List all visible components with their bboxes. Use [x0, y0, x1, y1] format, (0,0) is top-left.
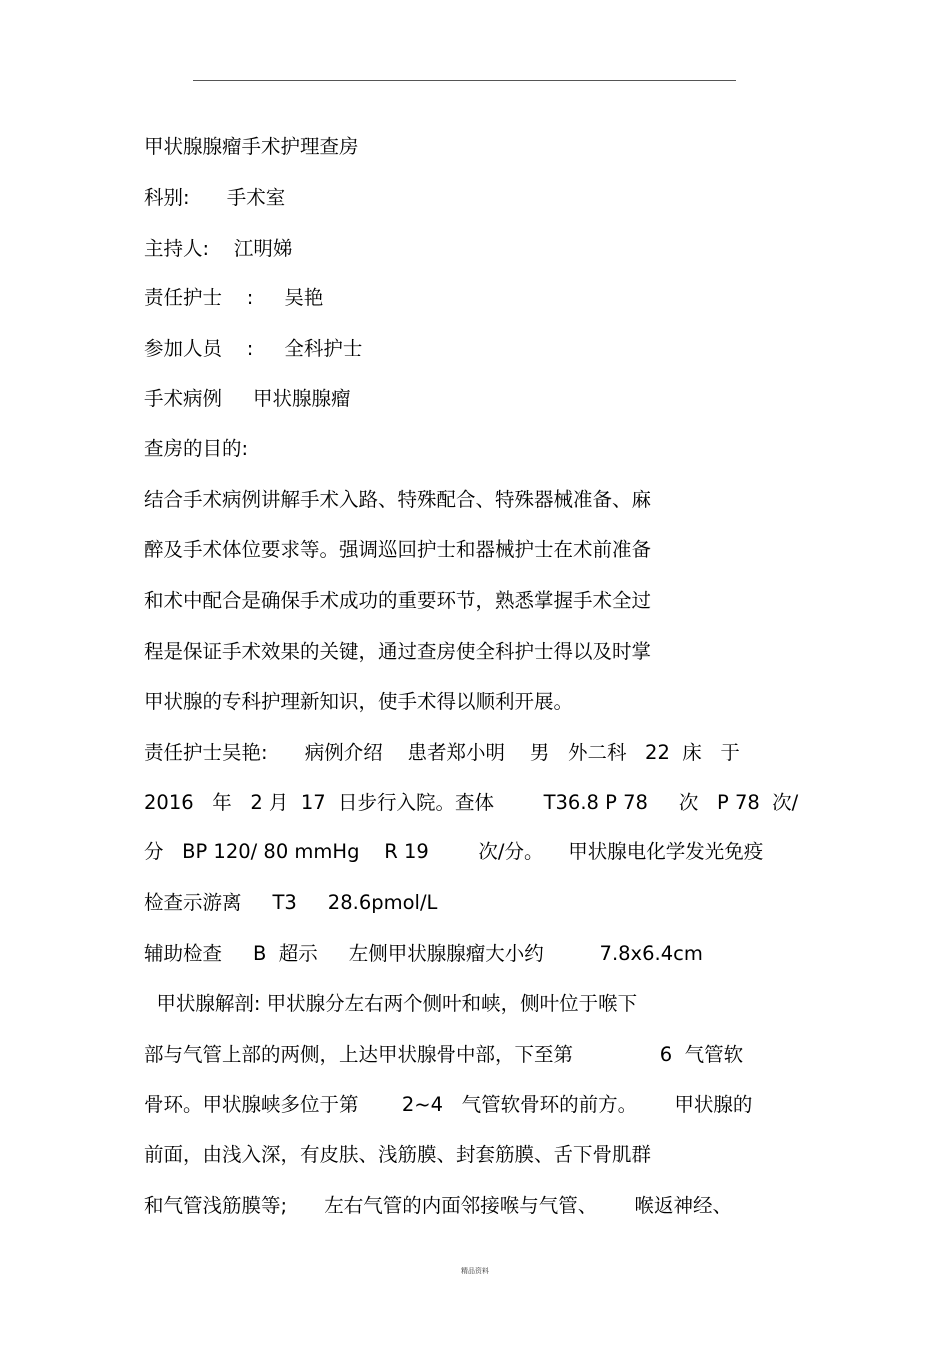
body-text-line: 结合手术病例讲解手术入路、特殊配合、特殊器械准备、麻: [144, 488, 652, 511]
host-line: 主持人: 江明娣: [144, 237, 293, 260]
case-intro-line: 分 BP 120/ 80 mmHg R 19 次/分。 甲状腺电化学发光免疫: [144, 840, 764, 863]
anatomy-line: 前面，由浅入深，有皮肤、浅筋膜、封套筋膜、舌下骨肌群: [144, 1143, 652, 1166]
anatomy-line: 骨环。甲状腺峡多位于第 2~4 气管软骨环的前方。 甲状腺的: [144, 1093, 753, 1116]
body-text-line: 甲状腺的专科护理新知识，使手术得以顺利开展。: [144, 690, 574, 713]
responsible-nurse-line: 责任护士 : 吴艳: [144, 286, 324, 309]
anatomy-line: 和气管浅筋膜等; 左右气管的内面邻接喉与气管、 喉返神经、: [144, 1194, 732, 1217]
body-text-line: 和术中配合是确保手术成功的重要环节，熟悉掌握手术全过: [144, 589, 652, 612]
purpose-heading: 查房的目的:: [144, 437, 249, 460]
department-line: 科别: 手术室: [144, 186, 286, 209]
surgical-case-line: 手术病例 甲状腺腺瘤: [144, 387, 351, 410]
page-footer: 精品资料: [461, 1267, 489, 1275]
case-intro-line: 2016 年 2 月 17 日步行入院。查体 T36.8 P 78 次 P 78 次/: [144, 791, 799, 814]
participants-line: 参加人员 : 全科护士: [144, 337, 363, 360]
body-text-line: 程是保证手术效果的关键，通过查房使全科护士得以及时掌: [144, 640, 652, 663]
anatomy-line: 甲状腺解剖: 甲状腺分左右两个侧叶和峡，侧叶位于喉下: [144, 992, 638, 1015]
anatomy-line: 部与气管上部的两侧，上达甲状腺骨中部，下至第 6 气管软: [144, 1043, 744, 1066]
body-text-line: 醉及手术体位要求等。强调巡回护士和器械护士在术前准备: [144, 538, 652, 561]
document-title: 甲状腺腺瘤手术护理查房: [144, 135, 359, 158]
header-rule: [193, 80, 736, 81]
auxiliary-exam-line: 辅助检查 B 超示 左侧甲状腺腺瘤大小约 7.8x6.4cm: [144, 942, 703, 965]
case-intro-line: 责任护士吴艳: 病例介绍 患者郑小明 男 外二科 22 床 于: [144, 741, 740, 764]
case-intro-line: 检查示游离 T3 28.6pmol/L: [144, 891, 438, 914]
